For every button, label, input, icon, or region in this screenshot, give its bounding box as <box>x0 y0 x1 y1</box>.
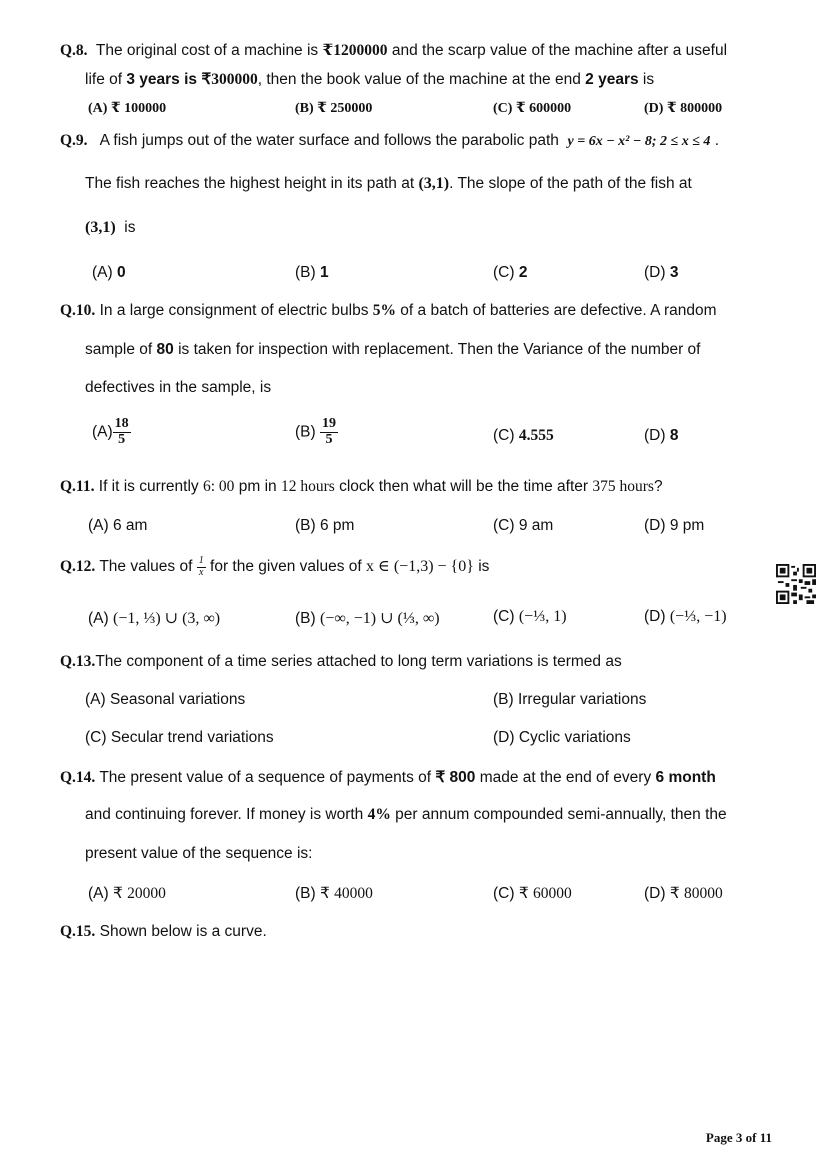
q10-option-d[interactable] <box>644 427 678 445</box>
q8-text: and the scarp value of the machine after a useful <box>387 42 728 59</box>
q8-text: life of <box>85 71 127 88</box>
q8-option-c[interactable]: (C) ₹ 600000 <box>493 101 572 116</box>
option-value: 40000 <box>334 885 373 902</box>
q14-option-a[interactable] <box>88 884 166 903</box>
q14-line3: present value of the sequence is: <box>85 845 313 862</box>
q9-line3 <box>85 219 135 237</box>
q11-option-a[interactable]: (A) 6 am <box>88 517 148 534</box>
q13-option-d[interactable]: (D) Cyclic variations <box>493 729 631 746</box>
q14-option-b[interactable] <box>295 884 373 903</box>
option-label: (C) <box>493 427 519 444</box>
q8-number: Q.8. <box>60 42 88 59</box>
q9-point: (3,1) <box>418 175 450 192</box>
q13-option-c[interactable]: (C) Secular trend variations <box>85 729 274 746</box>
q11-text: If it is currently <box>98 478 203 495</box>
q14-line2 <box>85 806 727 824</box>
option-label: (A) <box>92 423 113 441</box>
option-label: (C) <box>493 608 515 625</box>
q9-text: The fish reaches the highest height in its path at <box>85 175 415 192</box>
q12-option-a[interactable] <box>88 608 220 628</box>
fraction <box>113 417 131 447</box>
q13-option-a[interactable]: (A) Seasonal variations <box>85 691 246 708</box>
q14-number: Q.14. <box>60 769 96 786</box>
option-value: 20000 <box>127 885 166 902</box>
q10-number: Q.10. <box>60 302 96 319</box>
option-value: 1 <box>319 264 329 281</box>
q14-option-d[interactable] <box>644 884 723 903</box>
q14-text: per annum compounded semi-annually, then the <box>390 806 727 823</box>
q10-text: of a batch of batteries are defective. A random <box>396 302 717 319</box>
q9-line2 <box>85 175 692 193</box>
q8-option-b[interactable]: (B) ₹ 250000 <box>295 101 373 116</box>
q11-text: pm in <box>234 478 281 495</box>
q9-option-b[interactable] <box>295 264 329 282</box>
option-label: (A) ₹ <box>88 885 128 902</box>
q12-option-c[interactable] <box>493 608 567 626</box>
qr-code-icon <box>776 564 816 604</box>
option-value: 60000 <box>533 885 572 902</box>
option-value: (−∞, −1) ∪ (⅓, ∞) <box>319 610 440 627</box>
fraction <box>320 417 338 447</box>
q12-set: x ∈ (−1,3) − {0} <box>366 558 474 576</box>
q14-text: The present value of a sequence of payments of <box>99 769 436 786</box>
q8-cost: ₹1200000 <box>322 42 388 59</box>
option-label: (A) <box>88 610 109 627</box>
q10-text: In a large consignment of electric bulbs <box>99 302 373 319</box>
q10-line3: defectives in the sample, is <box>85 379 272 396</box>
q11-text: clock then what will be the time after <box>334 478 593 495</box>
q11-option-c[interactable]: (C) 9 am <box>493 517 554 534</box>
q12-option-b[interactable] <box>295 608 440 628</box>
option-label: (B) <box>295 610 316 627</box>
option-label: (A) <box>92 264 117 281</box>
option-value: 2 <box>518 264 528 281</box>
q9-option-c[interactable] <box>493 264 527 282</box>
q12-text: is <box>478 558 490 576</box>
q10-option-c[interactable] <box>493 427 554 445</box>
numerator: 19 <box>321 416 336 431</box>
q11-clock: 12 hours <box>280 478 335 495</box>
q11-after: 375 hours <box>592 478 654 495</box>
option-value: 8 <box>669 427 679 444</box>
q11-text: ? <box>653 478 663 495</box>
q10-option-a[interactable] <box>92 417 131 447</box>
option-value: (−⅓, 1) <box>518 608 567 625</box>
q9-text: A fish jumps out of the water surface and follows the parabolic path <box>99 132 559 149</box>
q12-fraction <box>197 556 206 578</box>
q15-line1 <box>60 923 267 941</box>
q9-text: . The slope of the path of the fish at <box>449 175 692 192</box>
q11-number: Q.11. <box>60 478 95 495</box>
q13-text: The component of a time series attached to long term variations is termed as <box>95 653 622 670</box>
page-number: Page 3 of 11 <box>705 1130 772 1145</box>
q10-text: is taken for inspection with replacement. Then the Variance of the number of <box>173 341 701 358</box>
q8-text: , then the book value of the machine at the end <box>257 71 586 88</box>
q8-years2: 2 years <box>585 71 639 88</box>
q9-option-a[interactable] <box>92 264 126 282</box>
q10-line2 <box>85 341 701 359</box>
q13-number: Q.13. <box>60 653 96 670</box>
q14-rate: 4% <box>367 806 391 823</box>
option-label: (B) ₹ <box>295 885 335 902</box>
q11-option-d[interactable]: (D) 9 pm <box>644 517 705 534</box>
q11-option-b[interactable]: (B) 6 pm <box>295 517 355 534</box>
option-label: (D) <box>644 427 670 444</box>
option-label: (B) <box>295 264 320 281</box>
numerator: 1 <box>198 555 204 566</box>
option-value: 0 <box>116 264 126 281</box>
denominator: 5 <box>118 431 126 447</box>
denominator: x <box>198 566 204 578</box>
q14-line1 <box>60 768 716 787</box>
q15-number: Q.15. <box>60 923 96 940</box>
option-label: (C) ₹ <box>493 885 533 902</box>
q8-text: is <box>638 71 655 88</box>
q11-line1 <box>60 478 663 496</box>
q12-number: Q.12. <box>60 558 96 576</box>
denominator: 5 <box>325 431 333 447</box>
q11-time: 6: 00 <box>202 478 235 495</box>
q10-line1 <box>60 302 717 320</box>
q10-percent: 5% <box>372 302 396 319</box>
option-value: 80000 <box>684 885 723 902</box>
option-label: (D) <box>644 264 670 281</box>
q10-option-b[interactable] <box>295 417 338 447</box>
q13-option-b[interactable]: (B) Irregular variations <box>493 691 647 708</box>
q8-years3: 3 years is ₹ <box>126 71 212 88</box>
q10-sample: 80 <box>156 341 174 358</box>
q9-number: Q.9. <box>60 132 88 149</box>
option-value: 3 <box>669 264 679 281</box>
q8-line2 <box>85 70 654 89</box>
q15-text: Shown below is a curve. <box>99 923 267 940</box>
option-value: (−⅓, −1) <box>669 608 727 625</box>
q12-text: for the given values of <box>210 558 362 576</box>
q9-option-d[interactable] <box>644 264 678 282</box>
q8-text: The original cost of a machine is <box>95 42 323 59</box>
q13-line1 <box>60 653 622 671</box>
q14-period: 6 month <box>655 769 716 786</box>
q14-text: and continuing forever. If money is worth <box>85 806 368 823</box>
option-value: 4.555 <box>518 427 554 444</box>
q8-scrap: 300000 <box>211 71 258 88</box>
q9-path: y = 6x − x² − 8; 2 ≤ x ≤ 4 <box>567 134 711 149</box>
q9-text: is <box>124 219 136 236</box>
numerator: 18 <box>114 416 129 431</box>
option-label: (D) <box>644 608 666 625</box>
option-label: (D) ₹ <box>644 885 684 902</box>
q8-line1 <box>60 40 727 60</box>
option-label: (B) <box>295 423 316 441</box>
q12-line1 <box>60 556 489 578</box>
q14-text: made at the end of every <box>475 769 656 786</box>
option-label: (C) <box>493 264 519 281</box>
q9-line1 <box>60 132 719 150</box>
q9-point: (3,1) <box>85 219 116 236</box>
q12-text: The values of <box>99 558 193 576</box>
q8-option-d[interactable]: (D) ₹ 800000 <box>644 101 723 116</box>
q14-amount: ₹ 800 <box>435 769 476 786</box>
q10-text: sample of <box>85 341 157 358</box>
option-value: (−1, ⅓) ∪ (3, ∞) <box>112 610 221 627</box>
q14-option-c[interactable] <box>493 884 572 903</box>
q8-option-a[interactable]: (A) ₹ 100000 <box>88 101 167 116</box>
q12-option-d[interactable] <box>644 608 727 626</box>
q9-text: . <box>714 132 720 149</box>
